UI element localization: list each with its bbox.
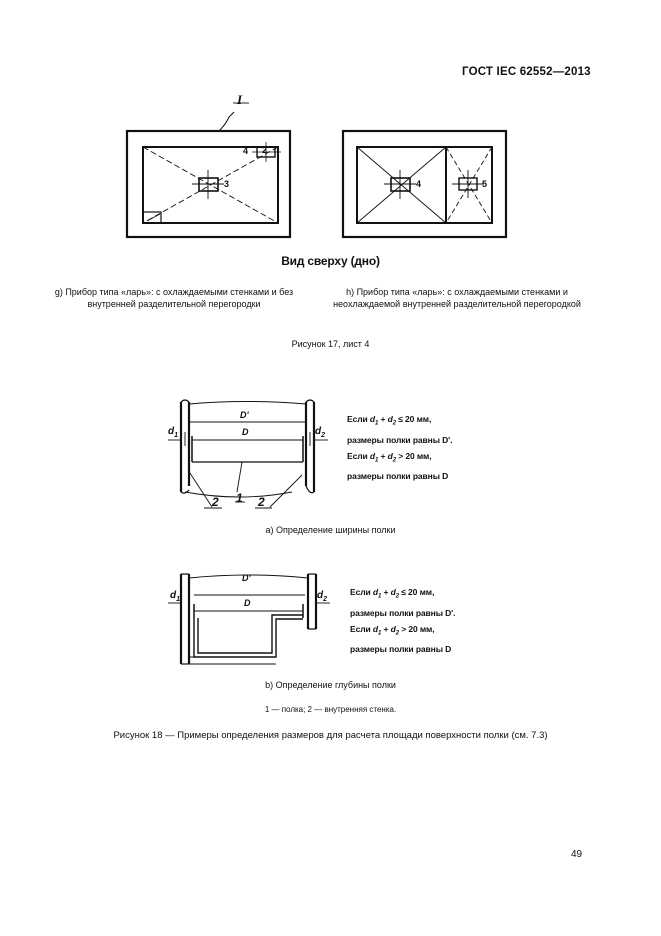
- figure18b-note: [350, 584, 455, 657]
- figure18a-label-1: 1: [236, 491, 243, 505]
- note-gt: > 20 мм,: [395, 450, 432, 461]
- figure18b-label-d2: [317, 590, 327, 603]
- figure17-sheet-caption: Рисунок 17, лист 4: [291, 339, 370, 349]
- figure18-legend: 1 — полка; 2 — внутренняя стенка.: [264, 705, 397, 714]
- figure18b-caption: b) Определение глубины полки: [265, 680, 396, 690]
- figure18b-d2-sub: 2: [323, 596, 328, 603]
- figure17-caption-g: g) Прибор типа «ларь»: с охлаждаемыми стенками и без внутренней разделительной перегородки: [54, 287, 294, 309]
- figure18a-note-line2: размеры полки равны D'.: [347, 434, 453, 445]
- figure18a-note-line1: [347, 411, 452, 432]
- figure17-caption-h: h) Прибор типа «ларь»: с охлаждаемыми стенками и неохлаждаемой внутренней разделительной перегородкой: [333, 287, 581, 309]
- figure17-callout-label: I: [237, 92, 243, 107]
- figure17-right-label-b: 5: [482, 179, 488, 189]
- figure18a-label-2-left: 2: [212, 495, 219, 509]
- figure18b-drawing: [168, 574, 330, 664]
- figure18a-label-d2: [315, 426, 325, 439]
- note-d1: $d_1$: [369, 414, 379, 427]
- figure18a-label-dprime: D': [240, 410, 249, 420]
- figure17-left-label-a: 4: [243, 146, 249, 156]
- figure18b-note-line3: Если $d_1 + d_2 > 20$ мм,: [350, 623, 435, 637]
- figure17-view-title: Вид сверху (дно): [281, 254, 380, 268]
- note-le: ≤ 20 мм,: [395, 414, 432, 424]
- page-number: 49: [571, 849, 583, 860]
- figure18a-d1-letter: d: [168, 426, 175, 437]
- note-d2: $d_2$: [387, 414, 396, 427]
- standard-number: ГОСТ IEC 62552—2013: [462, 66, 591, 78]
- figure18b-label-dprime: D': [242, 573, 251, 583]
- figure18a-note-line3: Если $d_1 + d_2 > 20$ мм,: [347, 450, 432, 464]
- figure18a-note-line4: размеры полки равны D: [347, 471, 449, 482]
- figure18a-label-2-right: 2: [258, 495, 265, 509]
- figure17-left-label-b: 2: [262, 145, 268, 155]
- figure17-left-label-c: 3: [224, 179, 230, 189]
- figure18a-label-d1: [168, 426, 178, 439]
- figure17-right-label-a: 4: [416, 179, 422, 189]
- figure18-caption: Рисунок 18 — Примеры определения размеров для расчета площади поверхности полки (см. 7.3): [113, 730, 548, 741]
- figure18b-d1-sub: 1: [176, 596, 181, 603]
- figure18b-note-line2: размеры полки равны D'.: [350, 607, 456, 618]
- figure18b-d2-letter: d: [317, 590, 324, 601]
- note-if: Если: [347, 414, 370, 424]
- figure18b-d1-letter: d: [170, 590, 177, 601]
- figure18a-label-d: D: [242, 427, 249, 437]
- figure18b-note-line1: Если $d_1 + d_2 \le 20$ мм,: [350, 587, 435, 600]
- figure18b-label-d1: [170, 590, 180, 603]
- figure18a-d2-letter: d: [315, 426, 322, 437]
- figure18b-note-line4: размеры полки равны D: [350, 644, 452, 655]
- figure18a-d1-sub: 1: [174, 432, 179, 439]
- figure17-left-drawing: [127, 103, 290, 237]
- figure18a-note: [347, 411, 452, 484]
- figure18b-label-d: D: [244, 598, 251, 608]
- figure18a-caption: a) Определение ширины полки: [265, 525, 396, 535]
- note-plus: +: [378, 414, 388, 424]
- figure18a-d2-sub: 2: [321, 432, 326, 439]
